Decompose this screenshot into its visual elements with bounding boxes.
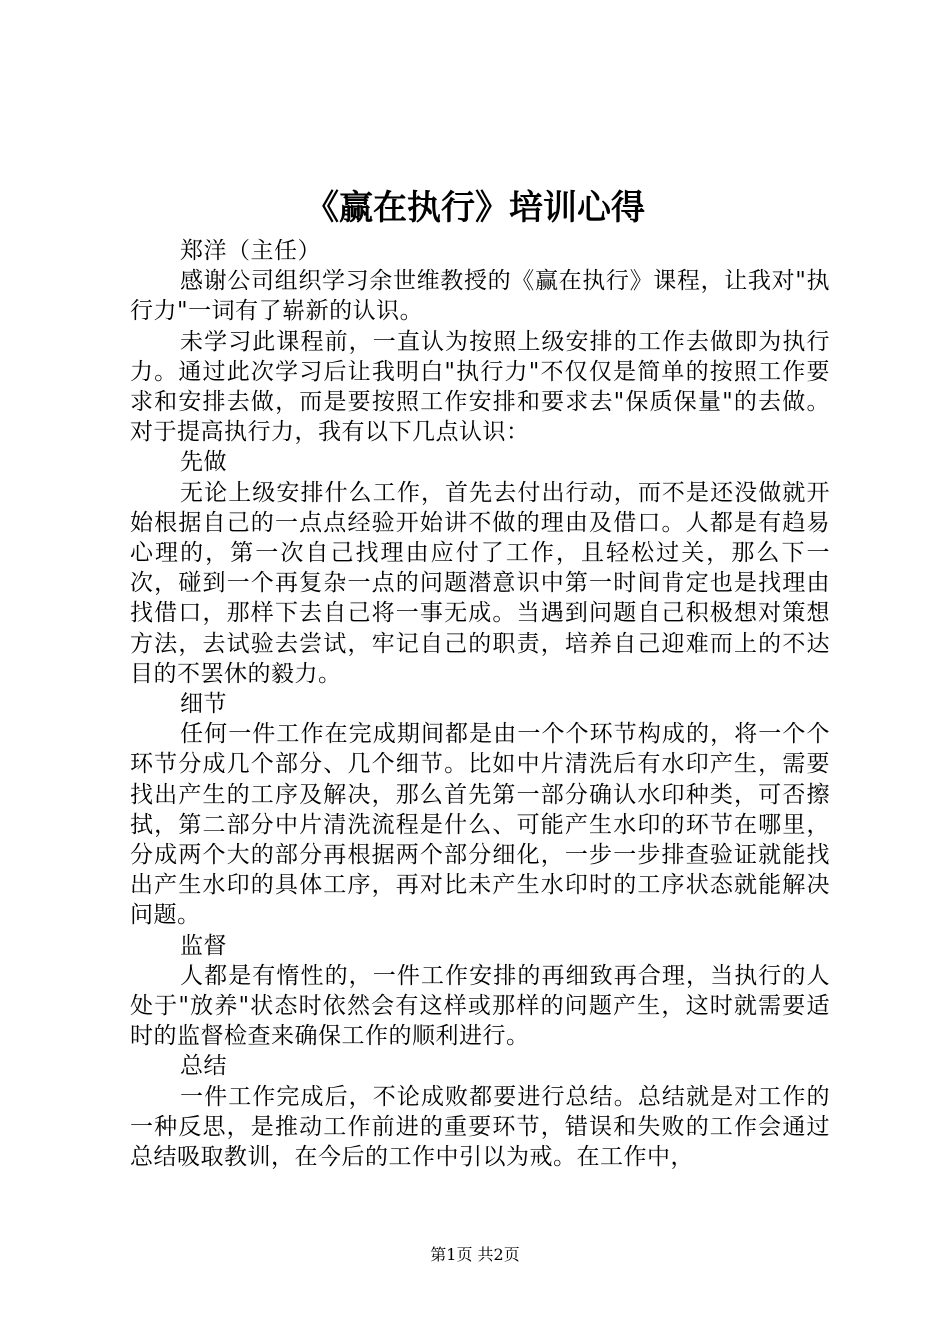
author-line: 郑洋（主任）: [180, 238, 321, 264]
paragraph-act-first: 无论上级安排什么工作，首先去付出行动，而不是还没做就开始根据自己的一点点经验开始讲不做的理由及借口。人都是有趋易心理的，第一次自己找理由应付了工作，且轻松过关，那么下一次，碰到一个再复杂一点的问题潜意识中第一时间肯定也是找理由找借口，那样下去自己将一事无成。当遇到问题自己积极想对策想方法，去试验去尝试，牢记自己的职责，培养自己迎难而上的不达目的不罢休的毅力。: [130, 479, 830, 687]
paragraph-intro: 感谢公司组织学习余世维教授的《赢在执行》课程，让我对"执行力"一词有了崭新的认识。: [130, 268, 830, 325]
page-number-footer: 第1页 共2页: [430, 1245, 520, 1264]
document-body: [130, 236, 830, 1172]
document-title: 《赢在执行》培训心得: [305, 188, 645, 228]
paragraph-details: 任何一件工作在完成期间都是由一个个环节构成的，将一个个环节分成几个部分、几个细节。比如中片清洗后有水印产生，需要找出产生的工序及解决，那么首先第一部分确认水印种类，可否擦拭，第二部分中片清洗流程是什么、可能产生水印的环节在哪里，分成两个大的部分再根据两个部分细化，一步一步排查验证就能找出产生水印的具体工序，再对比未产生水印时的工序状态就能解决问题。: [130, 721, 830, 929]
section-heading-supervision: 监督: [180, 932, 227, 959]
section-heading-act-first: 先做: [180, 449, 227, 476]
paragraph-summary: 一件工作完成后，不论成败都要进行总结。总结就是对工作的一种反思，是推动工作前进的重要环节，错误和失败的工作会通过总结吸取教训，在今后的工作中引以为戒。在工作中，: [130, 1083, 830, 1171]
section-heading-summary: 总结: [180, 1053, 227, 1080]
paragraph-supervision: 人都是有惰性的，一件工作安排的再细致再合理，当执行的人处于"放养"状态时依然会有这样或那样的问题产生，这时就需要适时的监督检查来确保工作的顺利进行。: [130, 962, 830, 1050]
paragraph-before-course: 未学习此课程前，一直认为按照上级安排的工作去做即为执行力。通过此次学习后让我明白"执行力"不仅仅是简单的按照工作要求和安排去做，而是要按照工作安排和要求去"保质保量"的去做。对于提高执行力，我有以下几点认识：: [130, 328, 830, 446]
section-heading-details: 细节: [180, 691, 227, 718]
